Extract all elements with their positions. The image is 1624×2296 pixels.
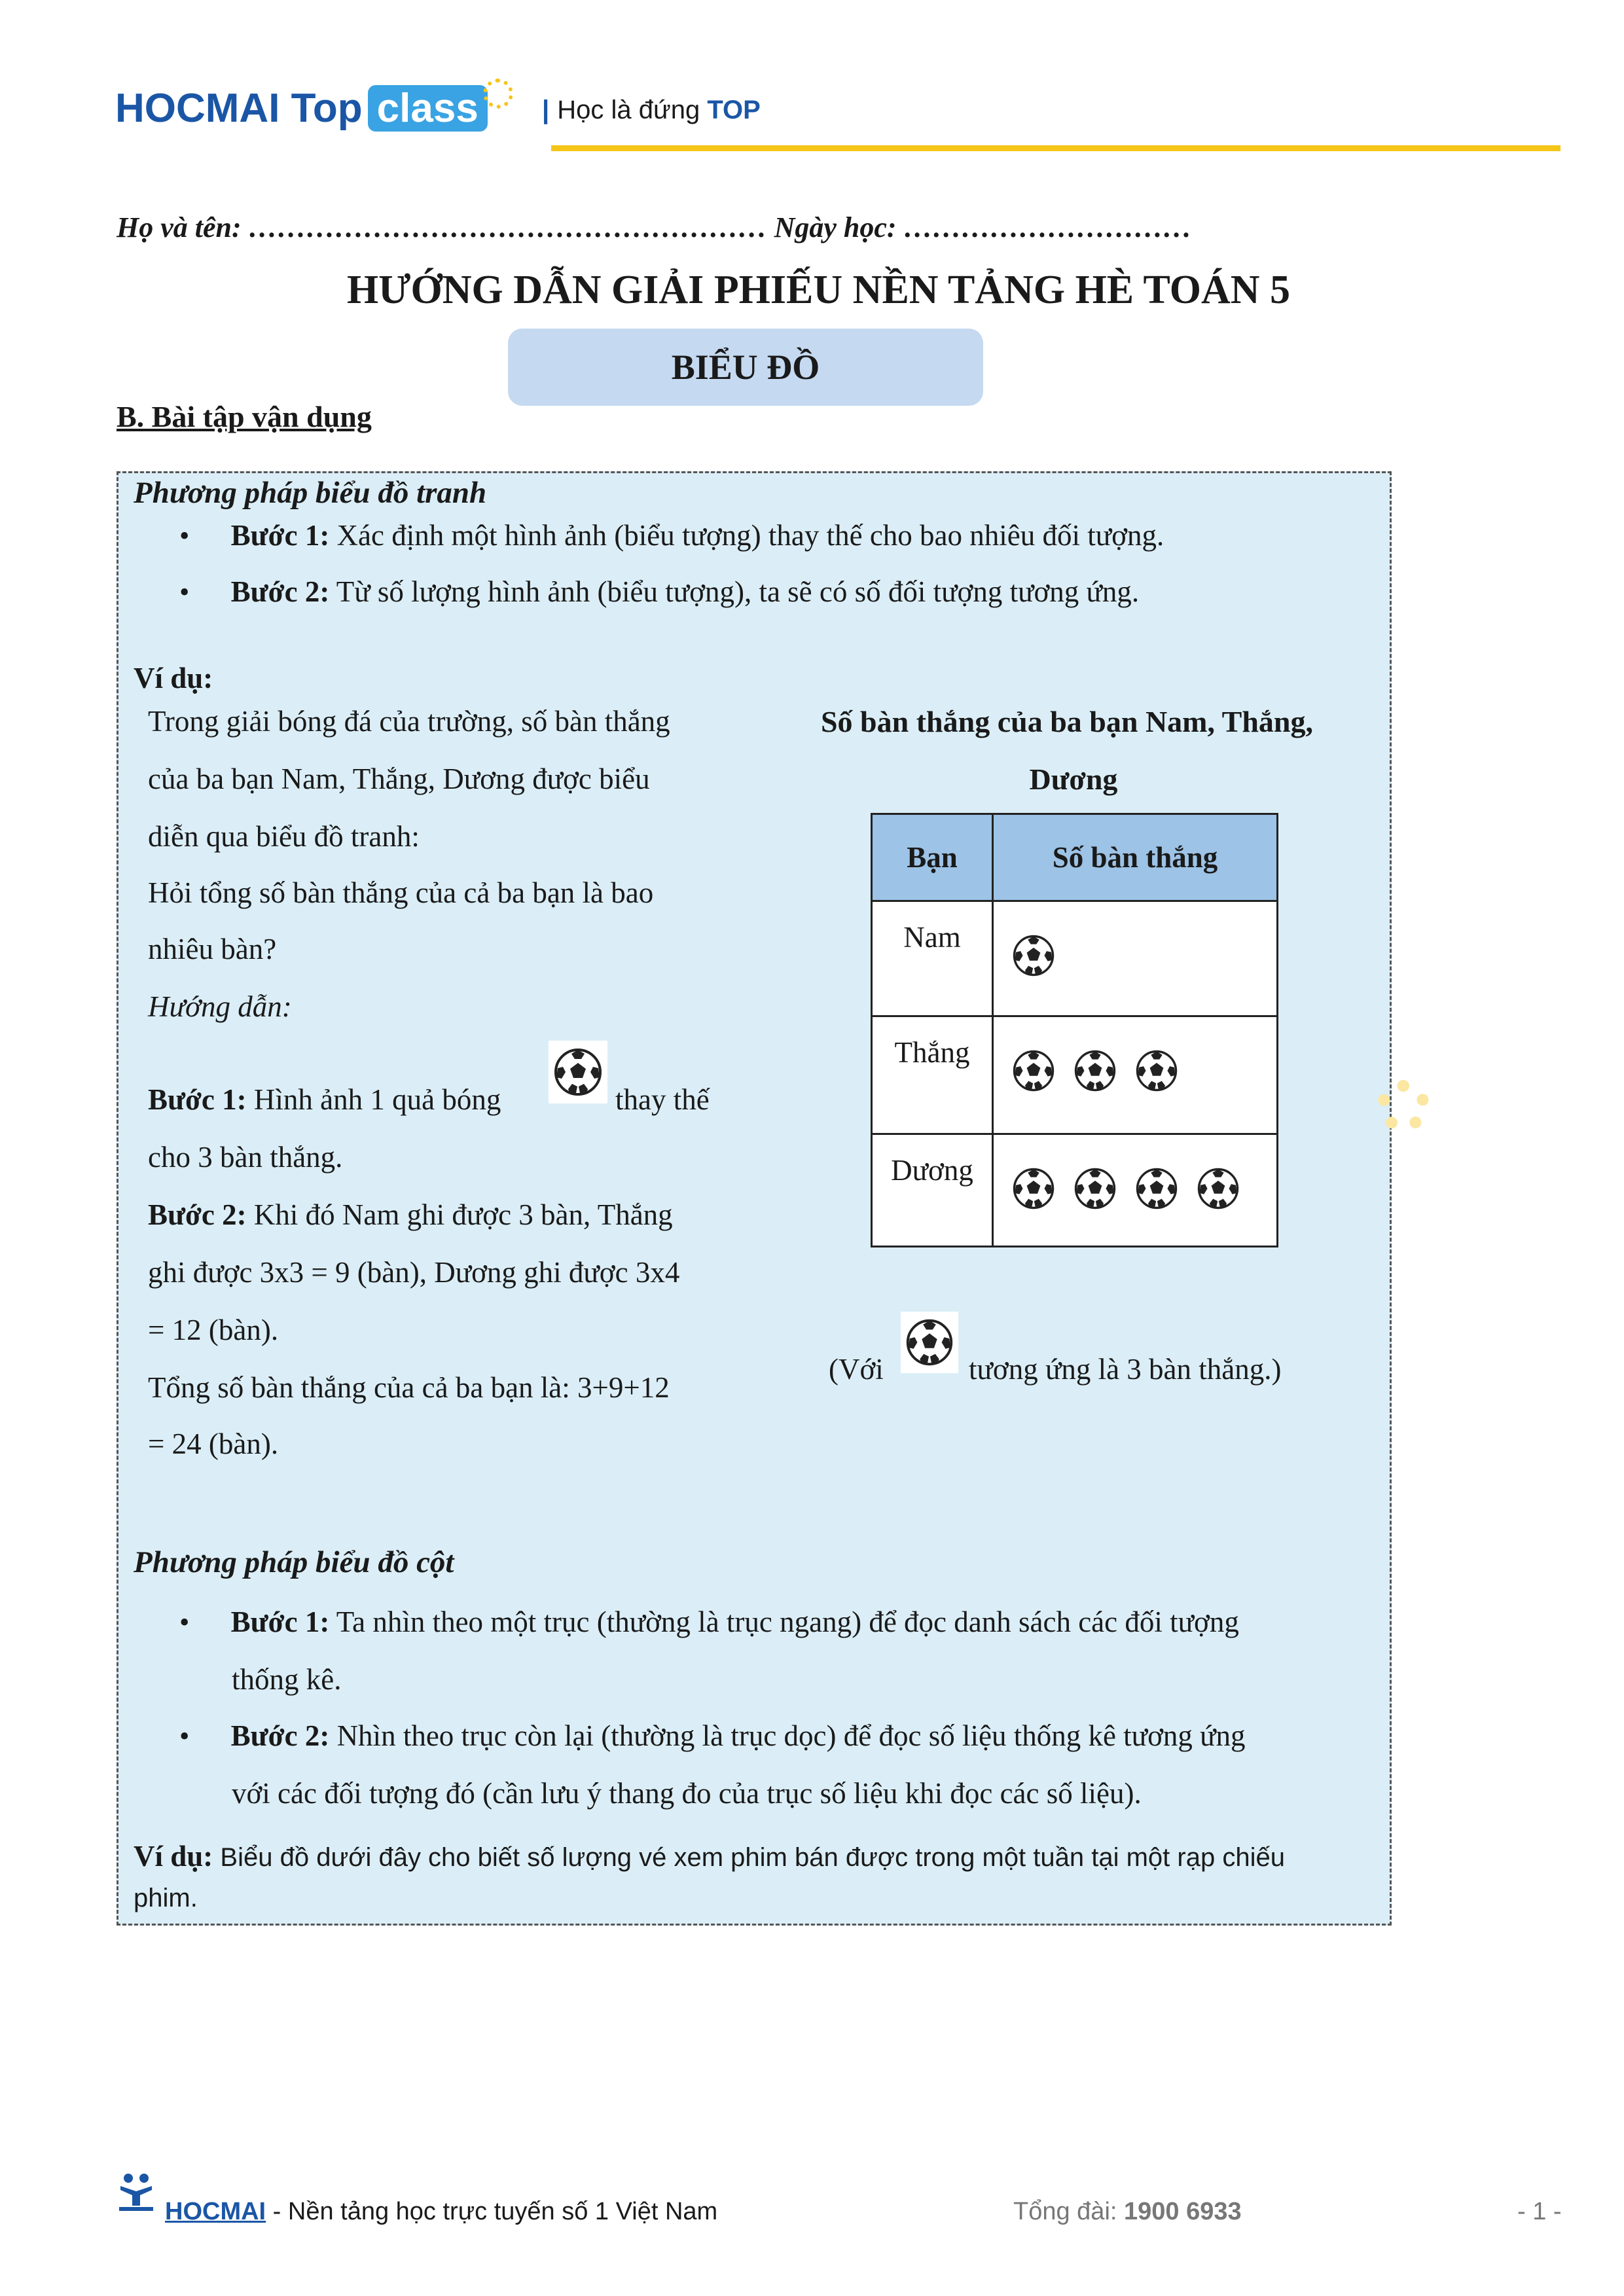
tagline-highlight: TOP [707,96,761,124]
soccer-ball-icon [1070,1161,1121,1216]
hotline-label: Tổng đài: [1013,2198,1117,2225]
ball-icons-cell [993,901,1278,1016]
chart-title-line-1: Số bàn thắng của ba bạn Nam, Thắng, [820,705,1314,738]
chart-legend-prefix: (Với [829,1353,884,1386]
step-label: Bước 1: [230,1605,330,1638]
example-1-line: của ba bạn Nam, Thắng, Dương được biểu [148,762,650,795]
example-1-label: Ví dụ: [134,662,213,694]
step-label: Bước 2: [230,575,330,608]
footer-brand-line [165,2198,717,2226]
step-label: Bước 1: [148,1083,247,1116]
tagline-text: Học là đứng [557,96,700,124]
guide-step-1-cont: thay thế [615,1083,710,1116]
logo-top-text: Top [291,86,363,131]
bullet-icon: • [179,520,190,552]
step-text: Từ số lượng hình ảnh (biểu tượng), ta sẽ có số đối tượng tương ứng. [336,575,1140,608]
pictograph-step-1 [179,518,1164,552]
table-row [872,1134,1278,1247]
step-text: Khi đó Nam ghi được 3 bàn, Thắng [253,1198,673,1231]
example-1-line: nhiêu bàn? [148,933,277,965]
section-heading: B. Bài tập vận dụng [117,400,372,433]
column-header: Bạn [872,814,993,901]
logo-class-badge: class [368,85,488,132]
pictograph-step-2 [179,575,1139,609]
soccer-ball-icon [1131,1161,1182,1216]
row-name-cell: Nam [872,901,993,1016]
ball-icons-cell [993,1134,1278,1247]
logo-gear-icon [483,79,513,109]
logo-main-text: HOCMAI [115,86,280,131]
pictograph-method-heading: Phương pháp biểu đồ tranh [134,476,487,510]
bullet-icon: • [179,1720,190,1752]
table-row [872,1016,1278,1134]
header-tagline [542,96,761,125]
bar-step-2-cont: với các đối tượng đó (cần lưu ý thang đo của trục số liệu khi đọc các số liệu). [232,1777,1142,1810]
tagline-divider: | [542,96,550,124]
bar-step-1-cont: thống kê. [232,1663,342,1696]
bullet-icon: • [179,576,190,608]
table-row [872,901,1278,1016]
guide-label: Hướng dẫn: [148,990,292,1023]
bar-step-2 [179,1719,1246,1753]
header-divider-line [551,145,1561,151]
step-label: Bước 2: [230,1719,330,1752]
step-text: Ta nhìn theo một trục (thường là trục ngang) để đọc danh sách các đối tượng [336,1605,1239,1638]
bar-step-1 [179,1605,1239,1639]
step-label: Bước 1: [230,519,330,552]
soccer-ball-icon [1008,928,1059,983]
step-text: Nhìn theo trục còn lại (thường là trục dọc) để đọc số liệu thống kê tương ứng [336,1719,1246,1752]
ball-icons-cell [993,1016,1278,1134]
watermark-gear-icon [1377,1080,1430,1132]
chart-legend-suffix: tương ứng là 3 bàn thắng.) [969,1353,1282,1386]
row-name-cell: Dương [872,1134,993,1247]
soccer-ball-icon [1193,1161,1244,1216]
chart-title-line-2: Dương [1029,762,1118,796]
guide-step-2-line: = 12 (bàn). [148,1314,279,1346]
page-number: - 1 - [1517,2198,1562,2225]
example-2-text: Biểu đồ dưới đây cho biết số lượng vé xem phim bán được trong một tuần tại một rạp chiếu [220,1843,1285,1872]
example-2 [134,1839,1285,1873]
guide-step-1-cont: cho 3 bàn thắng. [148,1141,343,1174]
guide-total-line: = 24 (bàn). [148,1427,279,1460]
footer-slogan: - Nền tảng học trực tuyến số 1 Việt Nam [272,2198,718,2225]
document-title: HƯỚNG DẪN GIẢI PHIẾU NỀN TẢNG HÈ TOÁN 5 [346,268,1291,312]
guide-step-2 [148,1198,673,1232]
soccer-ball-icon [1008,1161,1059,1216]
soccer-ball-icon [1070,1043,1121,1098]
soccer-ball-icon [1008,1043,1059,1098]
column-header: Số bàn thắng [993,814,1278,901]
hocmai-topclass-logo [115,85,488,132]
soccer-ball-icon [549,1041,607,1107]
guide-total-line: Tổng số bàn thắng của cả ba bạn là: 3+9+12 [148,1371,670,1404]
row-name-cell: Thắng [872,1016,993,1134]
pictograph-table [871,813,1278,1247]
step-label: Bước 2: [148,1198,247,1231]
example-2-cont: phim. [134,1884,198,1912]
example-1-line: diễn qua biểu đồ tranh: [148,820,420,853]
example-1-line: Hỏi tổng số bàn thắng của cả ba bạn là bao [148,876,654,909]
topic-badge: BIỂU ĐỒ [508,329,983,406]
legend-soccer-ball-icon [901,1312,958,1376]
guide-step-1 [148,1083,501,1117]
step-text: Hình ảnh 1 quả bóng [253,1083,501,1116]
hotline-number: 1900 6933 [1124,2198,1242,2225]
footer-hotline [1013,2198,1242,2226]
table-header-row [872,814,1278,901]
footer-brand-link[interactable]: HOCMAI [165,2198,266,2225]
bar-method-heading: Phương pháp biểu đồ cột [134,1545,454,1579]
example-1-line: Trong giải bóng đá của trường, số bàn thắng [148,705,670,738]
bullet-icon: • [179,1606,190,1638]
hocmai-footer-logo-icon [117,2172,156,2212]
step-text: Xác định một hình ảnh (biểu tượng) thay thế cho bao nhiêu đối tượng. [336,519,1164,552]
guide-step-2-line: ghi được 3x3 = 9 (bàn), Dương ghi được 3x4 [148,1256,680,1289]
example-2-label: Ví dụ: [134,1840,213,1873]
soccer-ball-icon [1131,1043,1182,1098]
student-info-line: Họ và tên: ……………………………………………… Ngày học: ………………………… [117,211,1192,243]
